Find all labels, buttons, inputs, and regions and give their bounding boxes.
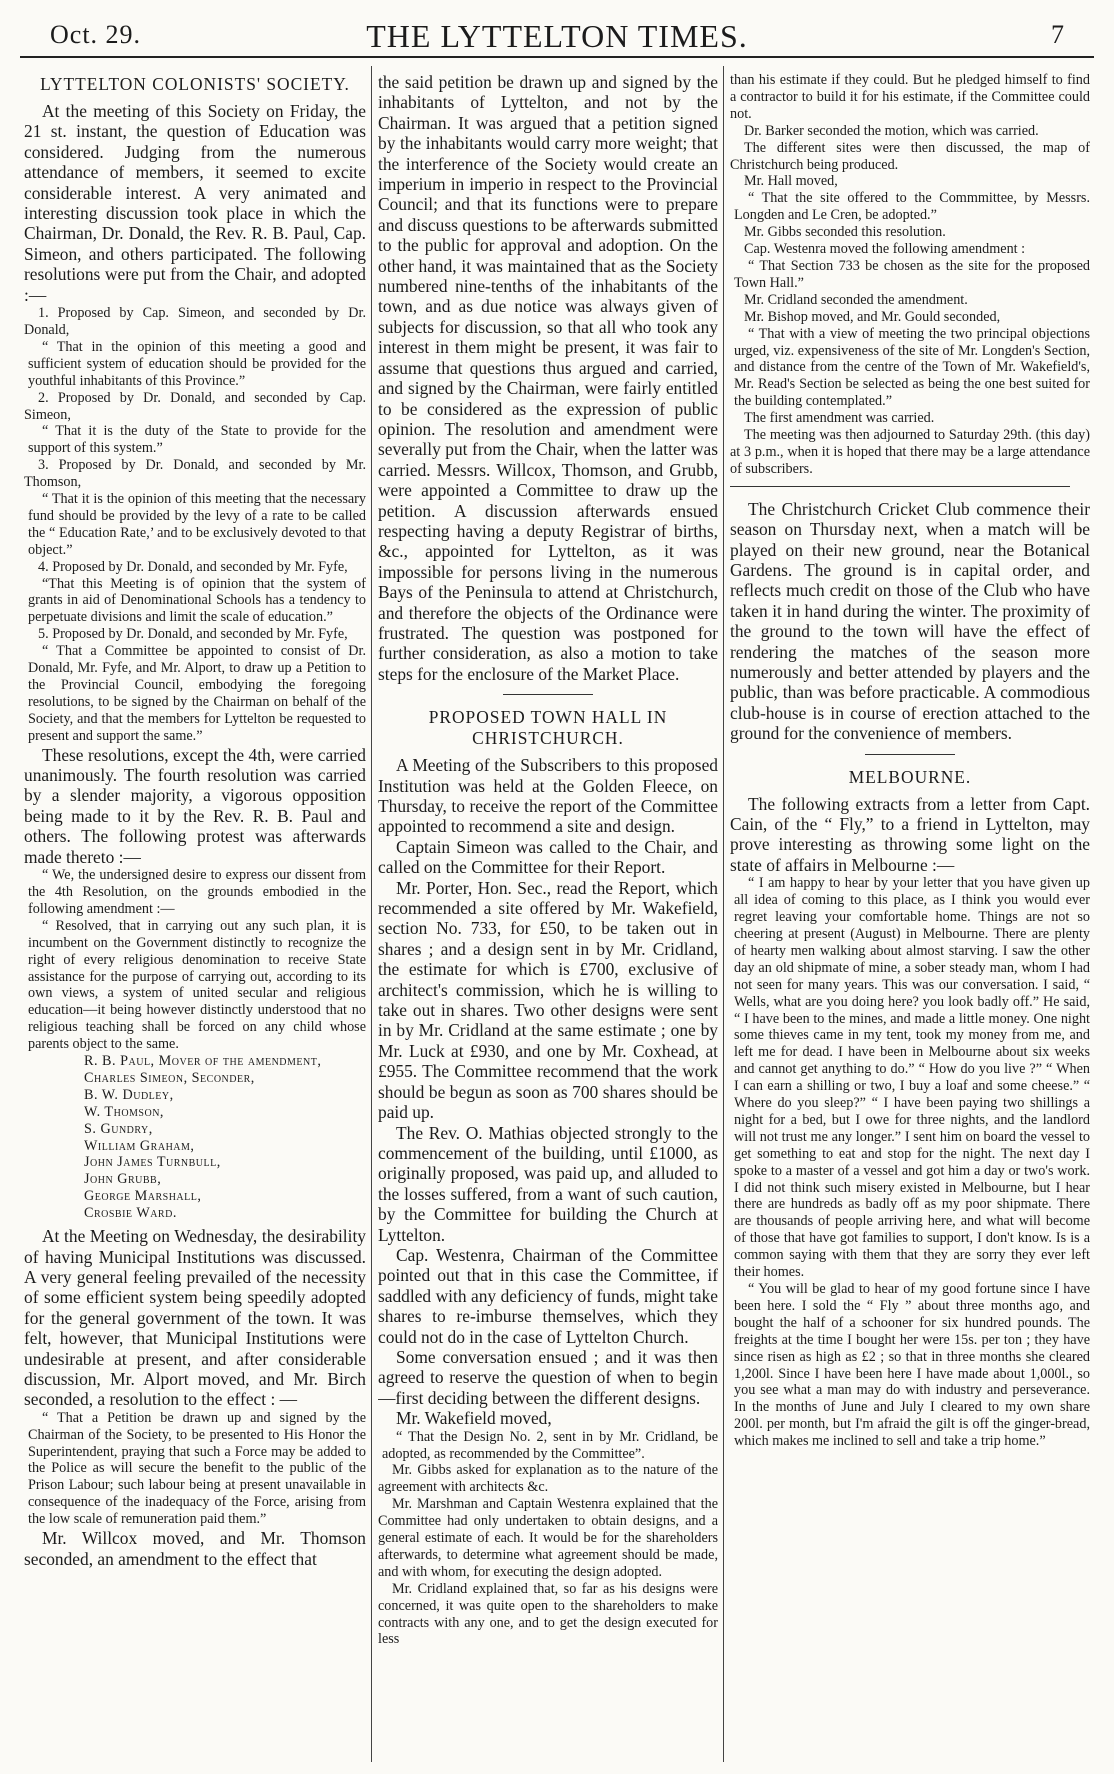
issue-date: Oct. 29. [50,20,142,49]
column-rule [723,66,724,1762]
section-divider [503,694,593,695]
resolution-text: “ That it is the opinion of this meeting that the necessary fund should be provided by the levy of a rate to be called the “ Education Rate,’ and to be exclusively devoted to that object.” [28,491,366,558]
column-1 [24,72,366,1569]
amendment-text: “ Resolved, that in carrying out any such plan, it is incumbent on the Government distinctly to recognize the right of every religious denomination to receive State assistance for the purpose of carrying out, according to its own views, a system of united secular and religious education—it being however distinctly understood that no religious teaching shall be forced on any child whose parents object to the same. [28,917,366,1053]
column-rule [371,66,372,1762]
signatory-list [84,1053,366,1222]
resolution-proposal: 2. Proposed by Dr. Donald, and seconded by Cap. Simeon, [24,389,366,423]
motion-text: “ That the site offered to the Commmittee, by Messrs. Longden and Le Cren, be adopted.” [734,190,1090,224]
resolution-text: “ That it is the duty of the State to provide for the support of this system.” [28,423,366,457]
column-2 [378,72,718,1648]
signatory: Crosbie Ward. [84,1205,177,1222]
article-paragraph: Mr. Cridland seconded the amendment. [744,291,968,308]
resolution-text: “That this Meeting is of opinion that the system of grants in aid of Denominational Schools has a tendency to perpetuate divisions and limit the scale of education.” [28,575,366,626]
article-heading: PROPOSED TOWN HALL IN CHRISTCHURCH. [428,707,668,749]
article-paragraph: The meeting was then adjourned to Saturday 29th. (this day) at 3 p.m., when it is hoped that there may be a large attendance of subscribers. [730,427,1090,477]
article-paragraph: At the meeting of this Society on Friday, the 21 st. instant, the question of Education was considered. Judging from the numerous attendance of members, it seemed to excite considerable interest. A very animated and interesting discussion took place in which the Chairman, Dr. Donald, the Rev. R. B. Paul, Cap. Simeon, and others participated. The following resolutions were put from the Chair, and adopted :— [24,101,366,305]
signatory: John James Turnbull, [84,1154,221,1171]
article-paragraph: Cap. Westenra moved the following amendment : [744,241,1026,258]
signatory: William Graham, [84,1137,195,1154]
signatory: W. Thomson, [84,1103,164,1120]
article-paragraph: Mr. Wakefield moved, [396,1408,552,1429]
section-divider [865,754,955,755]
resolution-proposal: 3. Proposed by Dr. Donald, and seconded by Mr. Thomson, [24,457,366,491]
section-divider [730,486,1070,487]
article-paragraph: Mr. Gibbs seconded this resolution. [744,224,946,241]
article-paragraph: Mr. Bishop moved, and Mr. Gould seconded, [744,308,1001,325]
article-paragraph: Mr. Hall moved, [744,173,838,190]
motion-text: “ That with a view of meeting the two principal objections urged, viz. expensiveness of the site of Mr. Longden's Section, and distance from the centre of the Town of Mr. Wakefield's, Mr. Read's Section be selected as being the one best suited for the building contemplated.” [734,325,1090,410]
column-3 [730,72,1090,1450]
article-paragraph: Mr. Marshman and Captain Westenra explained that the Committee had only undertaken to obtain designs, and a general estimate of each. It would be for the shareholders afterwards, to determine what agreement should be made, and with whom, for executing the design adopted. [378,1496,718,1580]
protest-text: “ We, the undersigned desire to express our dissent from the 4th Resolution, on the grounds embodied in the following amendment :— [28,867,366,917]
petition-text: “ That a Petition be drawn up and signed by the Chairman of the Society, to be presented to His Honor the Superintendent, praying that such a Force may be added to the Police as will secure the benefit to the public of the Prison Labour; such labour being at present unavailable in consequence of the inadequacy of the Force, arising from the low scale of remuneration paid them.” [28,1409,366,1528]
resolution-text: “ That a Committee be appointed to consist of Dr. Donald, Mr. Fyfe, and Mr. Alport, to draw up a Petition to the Provincial Council, embodying the foregoing resolutions, to be signed by the Chairman on behalf of the Society, and that the members for Lyttelton be requested to present and support the same.” [28,643,366,744]
signatory: Charles Simeon, Seconder, [84,1069,255,1086]
resolution-proposal: 5. Proposed by Dr. Donald, and seconded by Mr. Fyfe, [38,626,348,643]
article-heading: MELBOURNE. [848,766,972,787]
article-paragraph: Some conversation ensued ; and it was then agreed to reserve the question of when to begin—first deciding between the different designs. [378,1346,718,1408]
article-paragraph: The Christchurch Cricket Club commence their season on Thursday next, when a match will be played on their new ground, near the Botanical Gardens. The ground is in capital order, and reflects much credit on those of the Club who have taken it in hand during the winter. The proximity of the ground to the town will have the effect of rendering the matches of the season more numerously and better attended by players and the public, than was before practicable. A commodious club-house is in course of erection attached to the ground for the convenience of members. [730,498,1090,744]
newspaper-title: THE LYTTELTON TIMES. [366,18,748,54]
article-paragraph: Dr. Barker seconded the motion, which was carried. [744,122,1039,139]
article-paragraph: Cap. Westenra, Chairman of the Committee pointed out that in this case the Committee, if saddled with any deficiency of funds, might take shares to re-imburse themselves, which they could not do in the case of Lyttelton Church. [378,1244,718,1347]
article-heading: LYTTELTON COLONISTS' SOCIETY. [40,74,350,94]
letter-extract: “ You will be glad to hear of my good fortune since I have been here. I sold the “ Fly ” about three months ago, and bought the half of a schooner for six hundred pounds. The freights at the time I bought her were 15s. per ton ; they have since risen as high as £2 ; so that in three months she cleared 1,200l. Since I have been here I have made about 1,000l., so you see what a man may do with industry and perseverance. In the months of June and July I cleared to my own share 200l. per month, but I'm afraid the gilt is off the ginger-bread, which makes me inclined to sell and take a trip home.” [734,1281,1090,1450]
resolution-proposal: 1. Proposed by Cap. Simeon, and seconded by Dr. Donald, [24,305,366,338]
article-paragraph: The first amendment was carried. [744,410,935,427]
article-paragraph: The Rev. O. Mathias objected strongly to the commencement of the building, until £1000, as originally proposed, was paid up, and alluded to the losses suffered, from a want of such caution, by the Committee for building the Church at Lyttelton. [378,1122,718,1245]
article-paragraph: A Meeting of the Subscribers to this proposed Institution was held at the Golden Fleece, on Thursday, to receive the report of the Committee appointed to recommend a site and design. [378,755,718,837]
article-paragraph: the said petition be drawn up and signed by the inhabitants of Lyttelton, and not by the Chairman. It was argued that a petition signed by the inhabitants would carry more weight; that the interference of the Society would create an imperium in imperio in respect to the Provincial Council; and that its functions were to prepare and discuss questions to be afterwards submitted to the public for approval and adoption. On the other hand, it was maintained that as the Society numbered nine-tenths of the inhabitants of the town, and as due notice was always given of subjects for discussion, so that all who took any interest in them might be present, it was fair to assume that questions thus argued and carried, and signed by the Chairman, were fairly entitled to be considered as the expression of public opinion. The resolution and amendment were severally put from the Chair, when the latter was carried. Messrs. Willcox, Thomson, and Grubb, were appointed a Committee to draw up the petition. A discussion afterwards ensued respecting having a deputy Registrar of births, &c., appointed for Lyttelton, as it was impossible for persons living in the numerous Bays of the Peninsula to attend at Christchurch, and therefore the objects of the Ordinance were frustrated. The question was postponed for further consideration, as also a motion to take steps for the enclosure of the Market Place. [378,72,718,684]
article-paragraph: Mr. Porter, Hon. Sec., read the Report, which recommended a site offered by Mr. Wakefield, section No. 733, for £50, to be taken out in shares ; and a design sent in by Mr. Cridland, the estimate for which is £700, exclusive of architect's commission, which he is willing to take out in shares. Two other designs were sent in by Mr. Cridland at the same estimate ; one by Mr. Luck at £930, and one by Mr. Coxhead, at £955. The Committee recommend that the work should be begun as soon as 700 shares should be paid up. [378,877,718,1123]
signatory: R. B. Paul, Mover of the amendment, [84,1053,322,1070]
article-paragraph: The different sites were then discussed, the map of Christchurch being produced. [730,139,1090,173]
page-number: 7 [1051,20,1064,49]
article-paragraph: Mr. Willcox moved, and Mr. Thomson seconded, an amendment to the effect that [24,1528,366,1569]
motion-text: “ That Section 733 be chosen as the site for the proposed Town Hall.” [734,257,1090,291]
article-paragraph: Mr. Cridland explained that, so far as his designs were concerned, it was quite open to the shareholders to make contracts with any one, and to get the design executed for less [378,1580,718,1648]
letter-extract: “ I am happy to hear by your letter that you have given up all idea of coming to this place, as I think you would ever regret leaving your comfortable home. Things are not so cheering at present (August) in Melbourne. There are plenty of hearty men walking about almost starving. I saw the other day an old shipmate of mine, a sober steady man, whom I had not seen for many years. This was our conversation. I said, “ Wells, what are you doing here? you look badly off.” He said, “ I have been to the mines, and made a little money. One night some thieves came in my tent, took my money from me, and left me for dead. I have been in Melbourne about six weeks and cannot get anything to do.” “ How do you live ?” “ When I can earn a shilling or two, I buy a loaf and some cheese.” “ Where do you sleep?” “ I have been paying two shillings a night for a bed, but I owe for three nights, and the landlord will not trust me any longer.” I sent him on board the vessel to get something to eat and stop for the night. The next day I spoke to a master of a vessel and got him a day or two's work. I did not think such misery existed in Melbourne, but I hear there are hundreds as badly off as my poor shipmate. There are thousands of people arriving here, and what will become of those that have got families to support, I don't know. Is is a common saying with them that they are sorry they ever left their homes. [734,875,1090,1281]
masthead [20,16,1094,58]
article-paragraph: At the Meeting on Wednesday, the desirability of having Municipal Institutions was discussed. A very general feeling prevailed of the necessity of some efficient system being speedily adopted for the general government of the town. It was felt, however, that Municipal Institutions were undesirable at present, and after considerable discussion, Mr. Alport moved, and Mr. Birch seconded, a resolution to the effect : — [24,1226,366,1410]
signatory: B. W. Dudley, [84,1086,174,1103]
article-paragraph: The following extracts from a letter from Capt. Cain, of the “ Fly,” to a friend in Lyttelton, may prove interesting as throwing some light on the state of affairs in Melbourne :— [730,793,1090,875]
signatory: George Marshall, [84,1188,202,1205]
article-paragraph: Mr. Gibbs asked for explanation as to the nature of the agreement with architects &c. [378,1462,718,1496]
article-paragraph: Captain Simeon was called to the Chair, and called on the Committee for their Report. [378,836,718,878]
signatory: John Grubb, [84,1171,162,1188]
motion-text: “ That the Design No. 2, sent in by Mr. Cridland, be adopted, as recommended by the Committee”. [382,1428,718,1462]
article-paragraph: than his estimate if they could. But he pledged himself to find a contractor to build it for his estimate, if the Committee could not. [730,72,1090,122]
article-paragraph: These resolutions, except the 4th, were carried unanimously. The fourth resolution was carried by a slender majority, a vigorous opposition being made to it by the Rev. R. B. Paul and others. The following protest was afterwards made thereto :— [24,744,366,867]
resolution-text: “ That in the opinion of this meeting a good and sufficient system of education should be provided for the youthful inhabitants of this Province.” [28,338,366,389]
resolution-proposal: 4. Proposed by Dr. Donald, and seconded by Mr. Fyfe, [38,558,348,575]
signatory: S. Gundry, [84,1120,153,1137]
